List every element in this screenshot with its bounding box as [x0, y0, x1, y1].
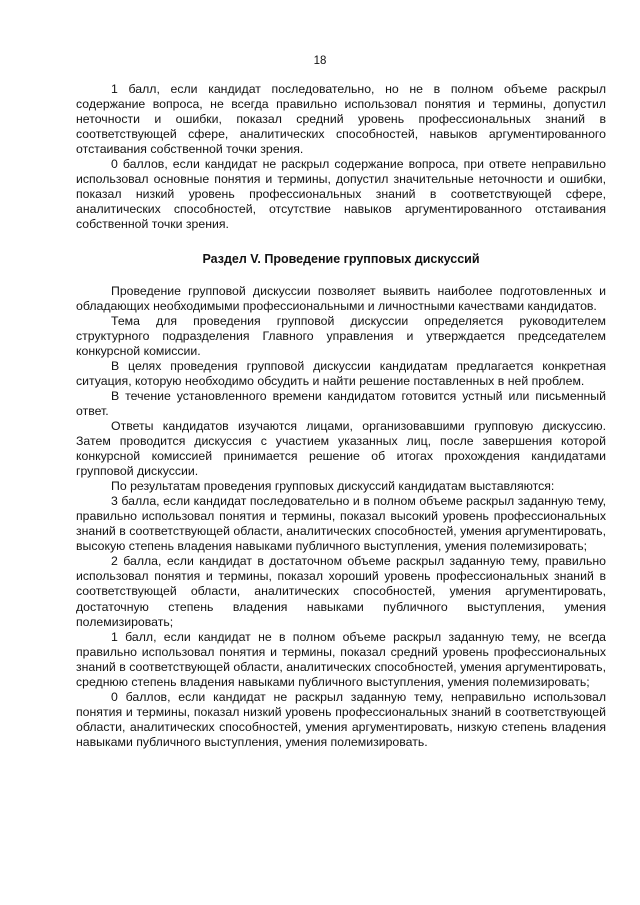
paragraph-discussion-situation: В целях проведения групповой дискуссии кандидатам предлагается конкретная ситуация, которую необходимо обсудить и найти решение поставленных в ней проблем. — [76, 358, 606, 388]
paragraph-results-intro: По результатам проведения групповых дискуссий кандидатам выставляются: — [111, 479, 555, 494]
document-body — [76, 82, 606, 750]
paragraph-discussion-topic: Тема для проведения групповой дискуссии определяется руководителем структурного подразделения Главного управления и утверждается председателем конкурсной комиссии. — [76, 313, 606, 358]
paragraph-discussion-purpose: Проведение групповой дискуссии позволяет выявить наиболее подготовленных и обладающих необходимыми профессиональными и личностными качествами кандидатов. — [76, 283, 606, 313]
paragraph-score-0-question: 0 баллов, если кандидат не раскрыл содержание вопроса, при ответе неправильно использовал основные понятия и термины, допустил значительные неточности и ошибки, показал низкий уровень профессиональных знаний в соответствующей сфере, аналитических способностей, отсутствие навыков аргументированного отстаивания собственной точки зрения. — [76, 157, 606, 232]
paragraph-score-2: 2 балла, если кандидат в достаточном объеме раскрыл заданную тему, правильно использовал понятия и термины, показал хороший уровень профессиональных знаний в соответствующей области, аналитических способностей, умения аргументировать, достаточную степень владения навыками публичного выступления, умения полемизировать; — [76, 554, 606, 629]
section-heading: Раздел V. Проведение групповых дискуссий — [202, 252, 480, 267]
page-number: 18 — [313, 55, 327, 67]
paragraph-discussion-evaluation: Ответы кандидатов изучаются лицами, организовавшими групповую дискуссию. Затем проводится дискуссия с участием указанных лиц, после завершения которой конкурсной комиссией принимается решение об итогах прохождения кандидатами групповой дискуссии. — [76, 418, 606, 479]
paragraph-score-1: 1 балл, если кандидат не в полном объеме раскрыл заданную тему, не всегда правильно использовал понятия и термины, показал средний уровень профессиональных знаний в соответствующей области, аналитических способностей, умения аргументировать, среднюю степень владения навыками публичного выступления, умения полемизировать; — [76, 629, 606, 689]
paragraph-score-3: 3 балла, если кандидат последовательно и в полном объеме раскрыл заданную тему, правильно использовал понятия и термины, показал высокий уровень профессиональных знаний в соответствующей области, аналитических способностей, умения аргументировать, высокую степень владения навыками публичного выступления, умения полемизировать; — [76, 494, 606, 554]
paragraph-discussion-answer: В течение установленного времени кандидатом готовится устный или письменный ответ. — [76, 388, 606, 418]
paragraph-score-0: 0 баллов, если кандидат не раскрыл заданную тему, неправильно использовал понятия и термины, показал низкий уровень профессиональных знаний в соответствующей области, аналитических способностей, умения аргументировать, низкую степень владения навыками публичного выступления, умения полемизировать. — [76, 689, 606, 749]
paragraph-score-1-question: 1 балл, если кандидат последовательно, но не в полном объеме раскрыл содержание вопроса, не всегда правильно использовал понятия и термины, допустил неточности и ошибки, показал средний уровень профессиональных знаний в соответствующей сфере, аналитических способностей, навыков аргументированного отстаивания собственной точки зрения. — [76, 82, 606, 157]
